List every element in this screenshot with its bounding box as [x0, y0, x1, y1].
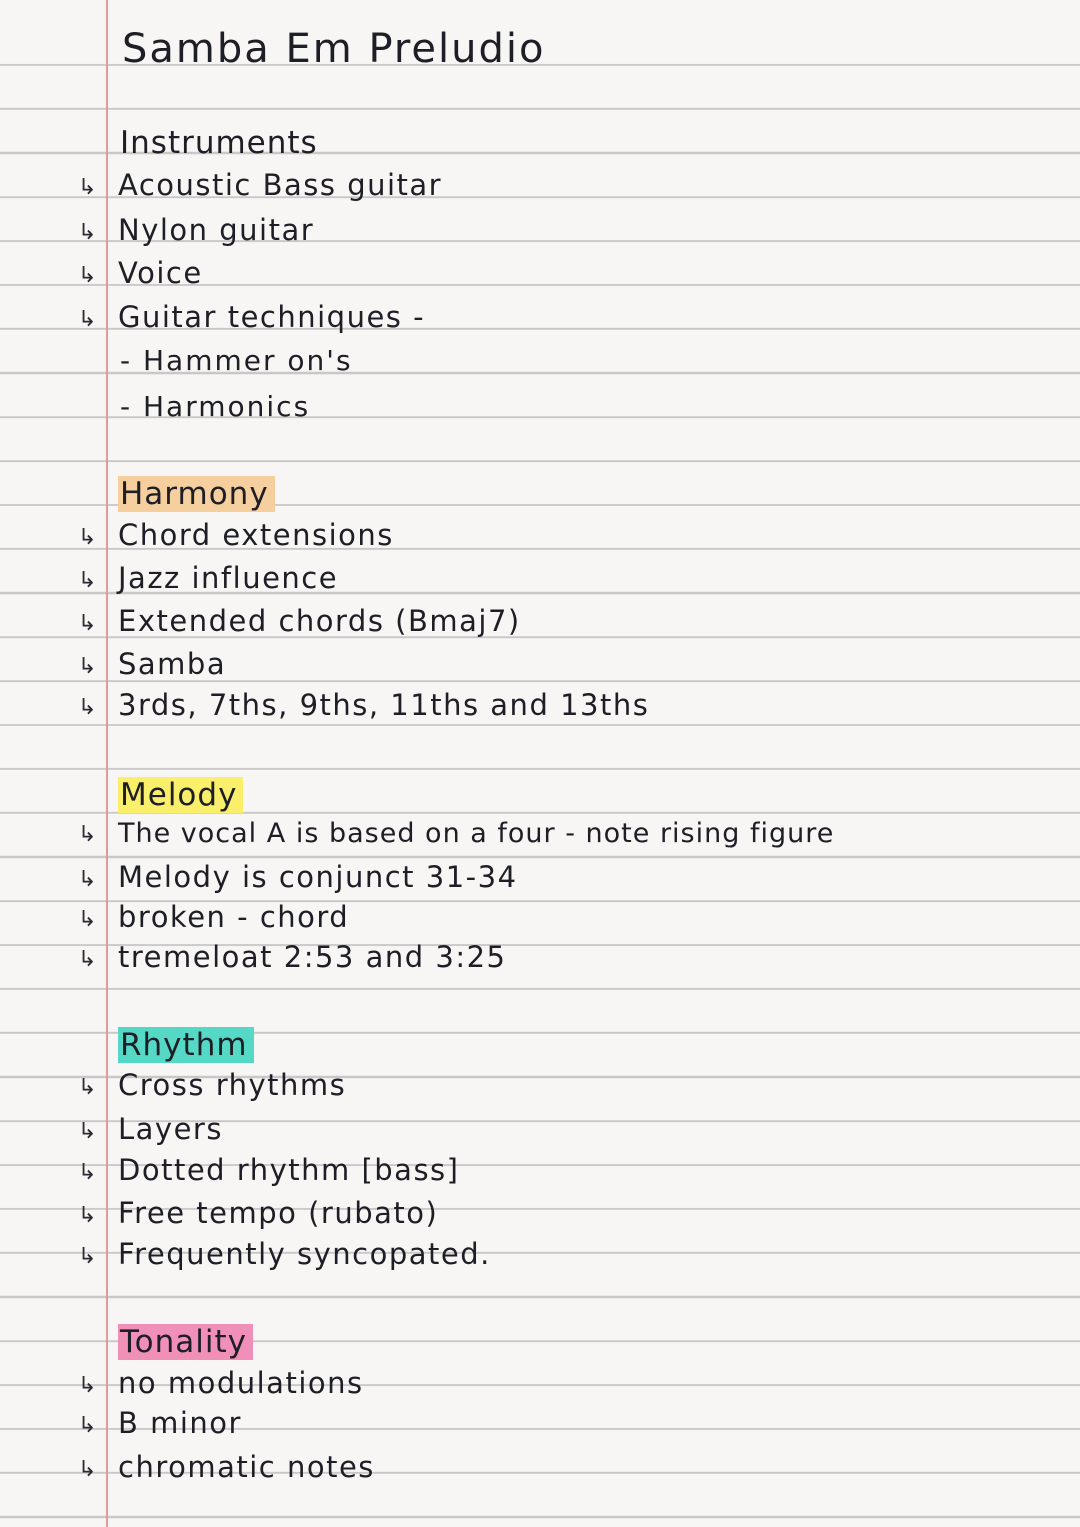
- melody-item: ↳tremeloat 2:53 and 3:25: [78, 940, 507, 984]
- harmony-item: ↳3rds, 7ths, 9ths, 11ths and 13ths: [78, 688, 649, 732]
- arrow-icon: [78, 1119, 118, 1144]
- rhythm-item: ↳Cross rhythms: [78, 1068, 346, 1112]
- harmony-item: ↳Jazz influence: [78, 561, 338, 605]
- arrow-icon: [78, 1244, 118, 1269]
- technique-item: - Hammer on's: [120, 344, 353, 377]
- arrow-icon: [78, 822, 118, 847]
- arrow-icon: [78, 1075, 118, 1100]
- arrow-icon: [78, 568, 118, 593]
- melody-heading: Melody: [118, 777, 243, 813]
- rhythm-heading: Rhythm: [118, 1027, 254, 1063]
- instrument-item: ↳Voice: [78, 256, 203, 300]
- melody-item: ↳broken - chord: [78, 900, 349, 944]
- page-title: Samba Em Preludio: [122, 26, 546, 72]
- harmony-item: ↳Extended chords (Bmaj7): [78, 604, 521, 648]
- arrow-icon: [78, 307, 118, 332]
- arrow-icon: [78, 220, 118, 245]
- tonality-item: ↳B minor: [78, 1406, 242, 1450]
- arrow-icon: [78, 695, 118, 720]
- instrument-item: ↳Acoustic Bass guitar: [78, 168, 442, 212]
- arrow-icon: [78, 611, 118, 636]
- melody-item: ↳Melody is conjunct 31-34: [78, 860, 518, 904]
- instrument-item: ↳Guitar techniques -: [78, 300, 425, 344]
- arrow-icon: [78, 654, 118, 679]
- rhythm-item: ↳Frequently syncopated.: [78, 1237, 491, 1281]
- arrow-icon: [78, 1457, 118, 1482]
- rhythm-item: ↳Free tempo (rubato): [78, 1196, 438, 1240]
- arrow-icon: [78, 1203, 118, 1228]
- harmony-heading: Harmony: [118, 476, 275, 512]
- harmony-item: ↳Samba: [78, 647, 226, 691]
- arrow-icon: [78, 947, 118, 972]
- rhythm-item: ↳Dotted rhythm [bass]: [78, 1153, 459, 1197]
- arrow-icon: [78, 867, 118, 892]
- arrow-icon: [78, 175, 118, 200]
- instrument-item: ↳Nylon guitar: [78, 213, 314, 257]
- arrow-icon: [78, 263, 118, 288]
- melody-item: ↳The vocal A is based on a four - note rising figure: [78, 818, 834, 862]
- arrow-icon: [78, 1373, 118, 1398]
- tonality-item: ↳chromatic notes: [78, 1450, 375, 1494]
- arrow-icon: [78, 1160, 118, 1185]
- arrow-icon: [78, 1413, 118, 1438]
- rhythm-item: ↳Layers: [78, 1112, 223, 1156]
- tonality-item: ↳no modulations: [78, 1366, 364, 1410]
- harmony-item: ↳Chord extensions: [78, 518, 394, 562]
- technique-item: - Harmonics: [120, 390, 311, 423]
- tonality-heading: Tonality: [118, 1324, 253, 1360]
- arrow-icon: [78, 907, 118, 932]
- instruments-heading: Instruments: [120, 125, 318, 161]
- arrow-icon: [78, 525, 118, 550]
